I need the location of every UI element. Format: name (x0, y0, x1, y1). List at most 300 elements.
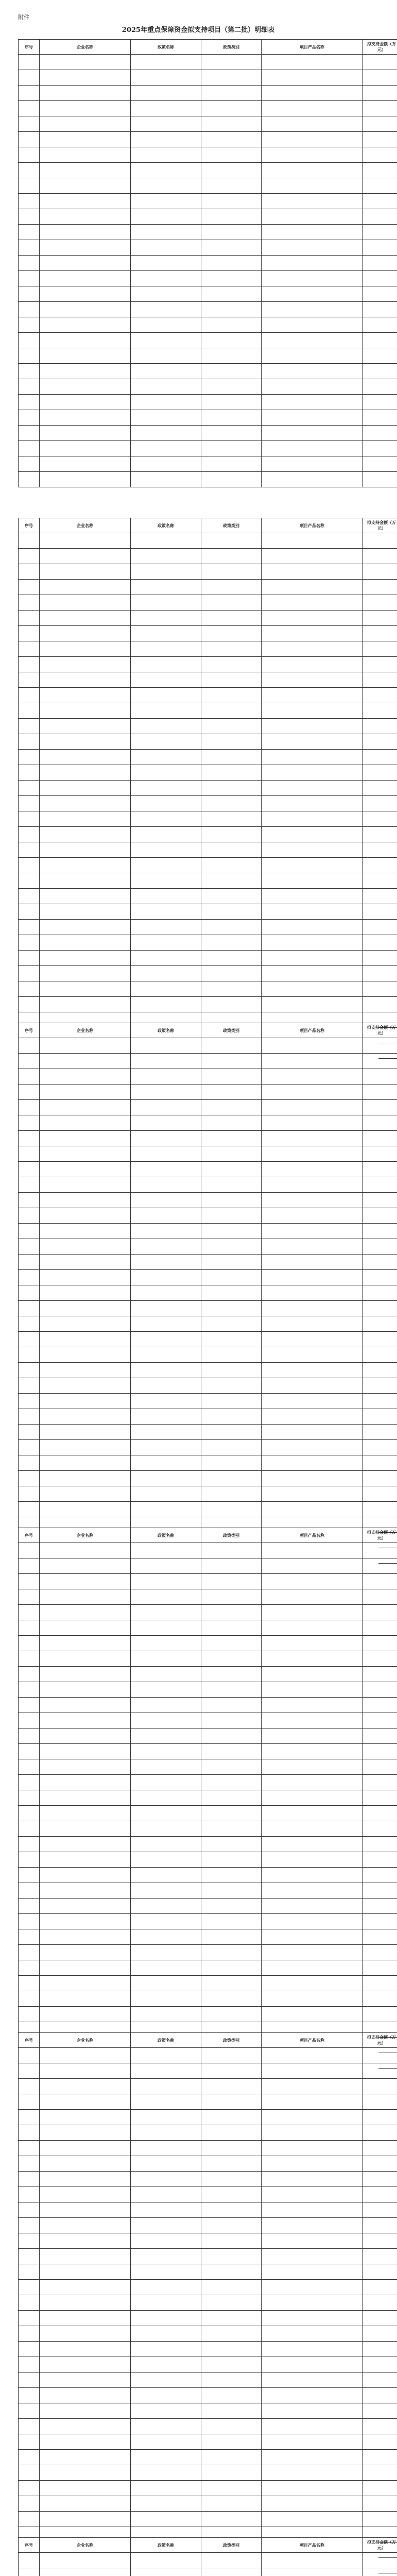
table-cell (201, 2465, 262, 2481)
table-cell (363, 395, 397, 410)
table-cell (262, 719, 363, 734)
table-cell (201, 1115, 262, 1131)
table-cell (262, 1543, 363, 1558)
table-cell (201, 2357, 262, 2372)
table-cell (131, 132, 201, 147)
table-cell (363, 1486, 397, 1502)
table-cell (131, 1394, 201, 1409)
table-row (19, 1054, 397, 1069)
table-cell (19, 1285, 40, 1301)
table-cell (201, 1636, 262, 1651)
table-cell (19, 2264, 40, 2280)
table-cell (131, 1620, 201, 1636)
table-cell (201, 1100, 262, 1115)
table-cell (40, 302, 131, 317)
table-cell (262, 2450, 363, 2465)
table-cell (201, 1440, 262, 1455)
table-cell (40, 1945, 131, 1960)
table-row (19, 1775, 397, 1790)
table-cell (19, 1821, 40, 1837)
table-cell (131, 1728, 201, 1744)
table-row (19, 750, 397, 765)
table-cell (201, 1837, 262, 1852)
table-cell (40, 2388, 131, 2403)
table-cell (262, 842, 363, 858)
table-cell (201, 2156, 262, 2172)
table-cell (201, 2512, 262, 2527)
table-cell (363, 86, 397, 101)
table-cell (40, 1821, 131, 1837)
table-cell (363, 1332, 397, 1347)
table-cell (201, 1162, 262, 1177)
column-header: 政策类别 (201, 1528, 262, 1543)
table-cell (201, 1620, 262, 1636)
table-cell (19, 1394, 40, 1409)
table-cell (19, 611, 40, 626)
table-cell (363, 1193, 397, 1208)
table-row (19, 426, 397, 441)
column-header: 拟支持金额（万元） (363, 518, 397, 533)
table-row (19, 1651, 397, 1667)
table-cell (363, 920, 397, 935)
table-cell (19, 1806, 40, 1821)
table-cell (363, 1682, 397, 1698)
table-cell (40, 2218, 131, 2233)
table-row (19, 55, 397, 70)
table-row (19, 1605, 397, 1620)
table-cell (363, 1347, 397, 1363)
table-header-row (19, 2538, 397, 2553)
table-cell (131, 1409, 201, 1425)
table-cell (40, 1162, 131, 1177)
table-row (19, 858, 397, 873)
table-row (19, 981, 397, 997)
table-cell (201, 1806, 262, 1821)
table-cell (201, 765, 262, 781)
table-cell (40, 1440, 131, 1455)
table-cell (19, 1316, 40, 1332)
table-cell (131, 1270, 201, 1285)
table-cell (363, 317, 397, 333)
table-cell (363, 2311, 397, 2326)
table-cell (131, 2419, 201, 2434)
table-header-row (19, 2033, 397, 2048)
table-cell (131, 904, 201, 920)
table-cell (131, 333, 201, 348)
table-cell (201, 2481, 262, 2496)
table-cell (131, 116, 201, 132)
table-cell (19, 2280, 40, 2295)
table-cell (131, 1929, 201, 1945)
table-cell (262, 379, 363, 395)
table-cell (262, 1558, 363, 1574)
table-cell (40, 1255, 131, 1270)
table-cell (131, 611, 201, 626)
table-cell (19, 626, 40, 641)
table-cell (262, 1100, 363, 1115)
table-cell (40, 2496, 131, 2512)
table-cell (363, 2280, 397, 2295)
table-cell (131, 2280, 201, 2295)
table-cell (201, 1728, 262, 1744)
table-cell (40, 1378, 131, 1394)
table-cell (262, 1837, 363, 1852)
table-row (19, 1115, 397, 1131)
table-row (19, 225, 397, 240)
table-cell (40, 101, 131, 116)
table-cell (131, 1502, 201, 1517)
table-row (19, 2063, 397, 2079)
table-cell (201, 1301, 262, 1316)
table-row (19, 1471, 397, 1486)
table-cell (19, 1945, 40, 1960)
table-row (19, 178, 397, 194)
table-header-row (19, 1023, 397, 1038)
table-cell (201, 395, 262, 410)
table-cell (201, 2218, 262, 2233)
table-cell (19, 1558, 40, 1574)
table-row (19, 719, 397, 734)
table-cell (40, 1084, 131, 1100)
table-cell (363, 2481, 397, 2496)
table-cell (19, 981, 40, 997)
table-cell (131, 811, 201, 827)
table-cell (363, 1605, 397, 1620)
table-cell (131, 209, 201, 225)
table-cell (19, 2007, 40, 2022)
table-cell (363, 1883, 397, 1899)
table-cell (131, 1574, 201, 1589)
table-cell (201, 1316, 262, 1332)
table-cell (201, 1713, 262, 1728)
table-row (19, 1713, 397, 1728)
column-header: 企业名称 (40, 2033, 131, 2048)
table-cell (262, 364, 363, 379)
table-cell (201, 271, 262, 286)
table-cell (262, 1589, 363, 1605)
table-cell (131, 1115, 201, 1131)
table-cell (131, 2481, 201, 2496)
table-cell (201, 1605, 262, 1620)
table-cell (40, 781, 131, 796)
table-cell (201, 364, 262, 379)
table-cell (131, 641, 201, 657)
table-cell (131, 703, 201, 719)
table-cell (363, 1177, 397, 1193)
table-cell (40, 1899, 131, 1914)
table-row (19, 2357, 397, 2372)
table-row (19, 1929, 397, 1945)
table-cell (363, 2187, 397, 2202)
table-cell (40, 1131, 131, 1146)
table-cell (262, 873, 363, 889)
table-cell (262, 2403, 363, 2419)
table-cell (19, 734, 40, 750)
table-cell (40, 1868, 131, 1883)
table-cell (262, 2048, 363, 2063)
table-cell (19, 1100, 40, 1115)
table-cell (201, 904, 262, 920)
document-page (18, 2032, 396, 2576)
table-cell (201, 1054, 262, 1069)
table-cell (19, 395, 40, 410)
table-cell (40, 904, 131, 920)
table-cell (201, 2419, 262, 2434)
table-cell (40, 395, 131, 410)
document-page (18, 1023, 396, 1569)
table-cell (40, 348, 131, 364)
table-cell (262, 1728, 363, 1744)
table-cell (262, 626, 363, 641)
attachment-label: 附件 (18, 14, 29, 21)
table-cell (40, 533, 131, 549)
table-cell (262, 1285, 363, 1301)
table-cell (201, 1409, 262, 1425)
table-row (19, 1991, 397, 2007)
table-cell (19, 750, 40, 765)
table-cell (201, 70, 262, 86)
table-cell (363, 1728, 397, 1744)
table-cell (40, 1759, 131, 1775)
table-row (19, 1316, 397, 1332)
column-header: 序号 (19, 1023, 40, 1038)
table-cell (363, 2202, 397, 2218)
table-cell (40, 441, 131, 456)
column-header: 拟支持金额（万元） (363, 2033, 397, 2048)
table-cell (40, 2357, 131, 2372)
table-cell (262, 1667, 363, 1682)
table-cell (40, 286, 131, 302)
table-cell (262, 1270, 363, 1285)
table-row (19, 240, 397, 256)
table-cell (201, 1914, 262, 1929)
table-cell (19, 842, 40, 858)
table-cell (262, 1069, 363, 1084)
table-cell (262, 750, 363, 765)
column-header: 政策类别 (201, 1023, 262, 1038)
table-cell (40, 364, 131, 379)
table-cell (131, 997, 201, 1012)
table-cell (131, 472, 201, 487)
table-cell (363, 1991, 397, 2007)
table-cell (131, 1914, 201, 1929)
table-row (19, 1868, 397, 1883)
table-cell (131, 1667, 201, 1682)
table-cell (131, 2125, 201, 2141)
table-cell (19, 410, 40, 426)
table-cell (19, 364, 40, 379)
table-cell (40, 1852, 131, 1868)
table-cell (19, 1929, 40, 1945)
table-cell (131, 379, 201, 395)
table-cell (40, 1667, 131, 1682)
table-cell (201, 2172, 262, 2187)
table-cell (363, 1574, 397, 1589)
table-row (19, 580, 397, 595)
table-cell (363, 1084, 397, 1100)
table-cell (201, 1651, 262, 1667)
column-header: 政策名称 (131, 1023, 201, 1038)
table-cell (19, 2202, 40, 2218)
table-cell (131, 1651, 201, 1667)
table-cell (40, 1620, 131, 1636)
table-cell (40, 163, 131, 178)
column-header: 项目产品名称 (262, 2538, 363, 2553)
table-cell (131, 302, 201, 317)
table-cell (262, 1239, 363, 1255)
table-row (19, 2295, 397, 2311)
table-cell (363, 1976, 397, 1991)
table-cell (131, 858, 201, 873)
table-row (19, 132, 397, 147)
table-cell (201, 2048, 262, 2063)
table-cell (363, 657, 397, 672)
table-cell (19, 147, 40, 163)
column-header: 政策类别 (201, 2033, 262, 2048)
table-cell (363, 580, 397, 595)
table-cell (19, 1574, 40, 1589)
table-cell (40, 2202, 131, 2218)
table-row (19, 611, 397, 626)
table-row (19, 1914, 397, 1929)
table-cell (262, 1713, 363, 1728)
table-cell (131, 2264, 201, 2280)
table-row (19, 2403, 397, 2419)
table-cell (131, 2465, 201, 2481)
table-row (19, 379, 397, 395)
table-row (19, 1224, 397, 1239)
table-cell (201, 595, 262, 611)
table-cell (262, 2249, 363, 2264)
table-cell (131, 951, 201, 966)
table-cell (131, 2202, 201, 2218)
table-cell (262, 1976, 363, 1991)
table-cell (40, 1636, 131, 1651)
table-row (19, 1425, 397, 1440)
table-cell (19, 1605, 40, 1620)
table-cell (19, 271, 40, 286)
table-cell (40, 1991, 131, 2007)
table-cell (19, 86, 40, 101)
table-cell (131, 2249, 201, 2264)
table-cell (40, 1316, 131, 1332)
table-cell (262, 178, 363, 194)
table-cell (201, 1347, 262, 1363)
table-cell (19, 1728, 40, 1744)
column-header: 政策名称 (131, 2033, 201, 2048)
table-row (19, 209, 397, 225)
table-row (19, 1270, 397, 1285)
table-cell (363, 2094, 397, 2110)
column-header: 企业名称 (40, 518, 131, 533)
table-cell (19, 1883, 40, 1899)
table-cell (40, 1239, 131, 1255)
table-cell (131, 765, 201, 781)
table-row (19, 2311, 397, 2326)
table-row (19, 2249, 397, 2264)
table-cell (40, 858, 131, 873)
table-row (19, 904, 397, 920)
table-cell (262, 1115, 363, 1131)
table-cell (19, 2357, 40, 2372)
table-cell (201, 1131, 262, 1146)
table-cell (262, 1131, 363, 1146)
table-cell (262, 734, 363, 750)
table-cell (262, 672, 363, 688)
table-cell (201, 2553, 262, 2568)
table-cell (262, 410, 363, 426)
table-cell (262, 1945, 363, 1960)
table-cell (19, 1713, 40, 1728)
table-cell (131, 1976, 201, 1991)
table-row (19, 1084, 397, 1100)
table-row (19, 564, 397, 580)
table-cell (363, 225, 397, 240)
table-cell (40, 256, 131, 271)
table-cell (262, 2311, 363, 2326)
table-cell (363, 2063, 397, 2079)
table-cell (363, 1131, 397, 1146)
table-cell (40, 2295, 131, 2311)
table-cell (363, 1852, 397, 1868)
table-cell (201, 2202, 262, 2218)
table-cell (40, 1224, 131, 1239)
table-cell (363, 55, 397, 70)
table-cell (363, 1115, 397, 1131)
table-cell (19, 348, 40, 364)
table-cell (19, 441, 40, 456)
table-cell (19, 1224, 40, 1239)
table-row (19, 456, 397, 472)
table-cell (262, 209, 363, 225)
table-cell (19, 1636, 40, 1651)
table-cell (262, 703, 363, 719)
table-cell (363, 2156, 397, 2172)
table-cell (262, 225, 363, 240)
table-cell (40, 147, 131, 163)
table-cell (19, 2388, 40, 2403)
table-cell (363, 116, 397, 132)
table-cell (262, 549, 363, 564)
table-cell (201, 981, 262, 997)
table-cell (40, 2403, 131, 2419)
table-cell (262, 348, 363, 364)
table-cell (131, 688, 201, 703)
table-cell (19, 2048, 40, 2063)
table-cell (19, 595, 40, 611)
table-row (19, 703, 397, 719)
table-row (19, 101, 397, 116)
table-cell (19, 1667, 40, 1682)
table-cell (40, 1455, 131, 1471)
table-cell (262, 1316, 363, 1332)
table-cell (201, 1285, 262, 1301)
table-row (19, 889, 397, 904)
table-cell (40, 1054, 131, 1069)
table-cell (131, 533, 201, 549)
table-cell (201, 1960, 262, 1976)
table-cell (363, 1502, 397, 1517)
table-cell (131, 1069, 201, 1084)
table-cell (201, 2434, 262, 2450)
table-cell (262, 1574, 363, 1589)
table-cell (201, 410, 262, 426)
table-cell (201, 1378, 262, 1394)
table-row (19, 1883, 397, 1899)
table-cell (19, 719, 40, 734)
table-cell (19, 1991, 40, 2007)
table-cell (131, 549, 201, 564)
